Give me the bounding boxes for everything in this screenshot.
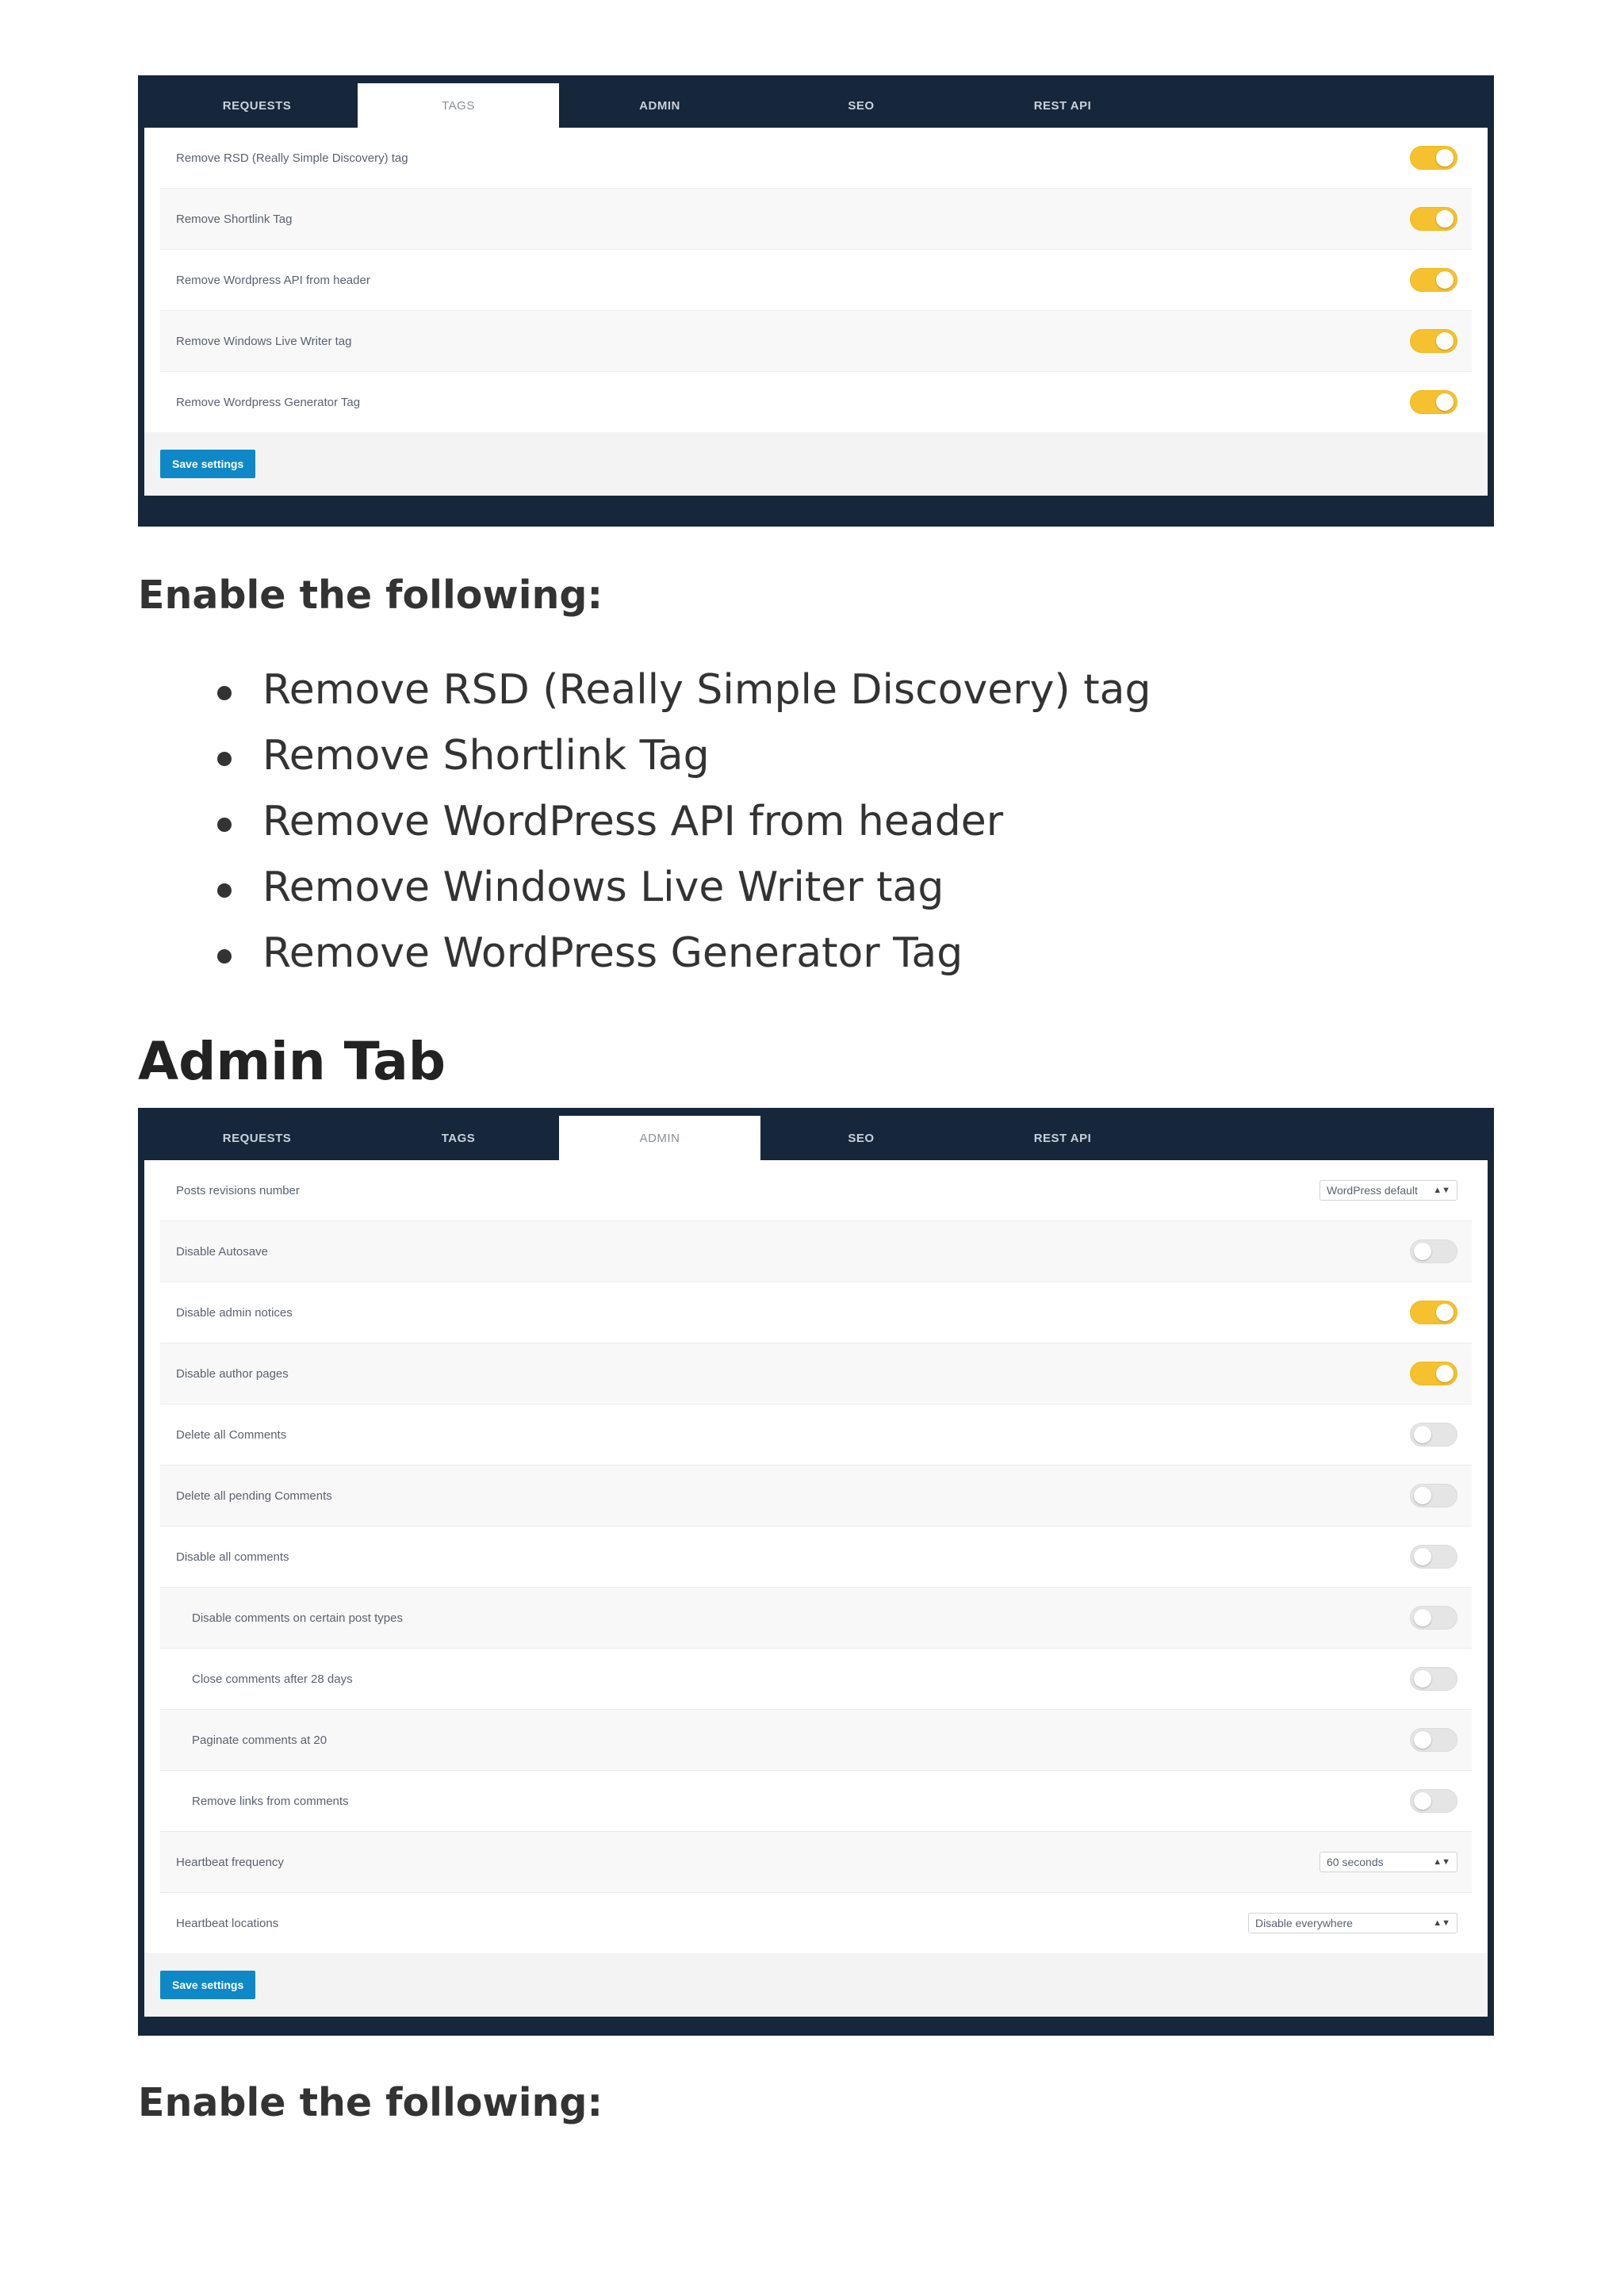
setting-label: Disable all comments	[176, 1550, 289, 1564]
select-value: WordPress default	[1327, 1184, 1418, 1197]
setting-label: Disable Autosave	[176, 1244, 268, 1259]
enable-heading: Enable the following:	[138, 573, 603, 618]
setting-row	[160, 1343, 1472, 1404]
setting-label: Heartbeat frequency	[176, 1855, 284, 1869]
setting-label: Remove Shortlink Tag	[176, 212, 293, 226]
setting-label: Disable author pages	[176, 1366, 289, 1381]
heartbeat-frequency-select[interactable]	[1320, 1852, 1457, 1872]
toggle-switch[interactable]	[1410, 1484, 1457, 1508]
setting-label: Remove RSD (Really Simple Discovery) tag	[176, 151, 408, 165]
setting-label: Paginate comments at 20	[192, 1733, 327, 1747]
section-title: Admin Tab	[138, 1031, 446, 1092]
panel-footer	[144, 1953, 1488, 2017]
revisions-select[interactable]	[1320, 1180, 1457, 1201]
setting-label: Disable admin notices	[176, 1305, 293, 1320]
setting-row	[160, 1527, 1472, 1588]
setting-label: Close comments after 28 days	[192, 1672, 353, 1686]
setting-label: Remove links from comments	[192, 1794, 349, 1808]
setting-row	[160, 311, 1472, 372]
tab-rest-api[interactable]: REST API	[1033, 1131, 1092, 1145]
select-value: Disable everywhere	[1255, 1917, 1353, 1929]
select-arrows-icon: ▲▼	[1433, 1186, 1450, 1195]
toggle-switch[interactable]	[1410, 1789, 1457, 1813]
save-settings-button[interactable]: Save settings	[160, 450, 255, 478]
toggle-switch[interactable]	[1410, 146, 1457, 170]
toggle-switch[interactable]	[1410, 390, 1457, 414]
setting-row	[160, 1160, 1472, 1221]
list-item: Remove RSD (Really Simple Discovery) tag	[262, 657, 1494, 723]
setting-label: Delete all Comments	[176, 1427, 287, 1442]
setting-row	[160, 1710, 1472, 1771]
toggle-switch[interactable]	[1410, 1301, 1457, 1324]
toggle-switch[interactable]	[1410, 1545, 1457, 1569]
setting-row	[160, 1832, 1472, 1893]
tab-tags[interactable]: TAGS	[358, 83, 559, 128]
list-item: Remove WordPress Generator Tag	[262, 921, 1494, 987]
setting-row	[160, 1771, 1472, 1832]
settings-list	[144, 1160, 1488, 1953]
setting-row	[160, 1588, 1472, 1649]
save-settings-button[interactable]: Save settings	[160, 1971, 255, 1999]
setting-row	[160, 1649, 1472, 1710]
setting-row	[160, 128, 1472, 189]
tab-seo[interactable]: SEO	[848, 1131, 875, 1145]
toggle-switch[interactable]	[1410, 207, 1457, 231]
setting-label: Delete all pending Comments	[176, 1488, 332, 1503]
tab-bar	[144, 75, 1488, 128]
toggle-switch[interactable]	[1410, 1239, 1457, 1263]
setting-label: Disable comments on certain post types	[192, 1611, 403, 1625]
setting-row	[160, 372, 1472, 432]
article-content	[138, 75, 1494, 2125]
list-item: Remove Windows Live Writer tag	[262, 855, 1494, 921]
tab-requests[interactable]: REQUESTS	[222, 1131, 292, 1145]
tab-tags[interactable]: TAGS	[441, 1131, 476, 1145]
tab-seo[interactable]: SEO	[848, 98, 875, 113]
tab-bar	[144, 1108, 1488, 1160]
tags-settings-panel	[138, 75, 1494, 527]
toggle-switch[interactable]	[1410, 1667, 1457, 1691]
setting-row	[160, 189, 1472, 250]
setting-row	[160, 1893, 1472, 1953]
select-arrows-icon: ▲▼	[1433, 1857, 1450, 1867]
enable-list	[138, 657, 1494, 987]
toggle-switch[interactable]	[1410, 1362, 1457, 1385]
setting-label: Remove Wordpress Generator Tag	[176, 395, 361, 409]
tab-admin[interactable]: ADMIN	[639, 98, 680, 113]
toggle-switch[interactable]	[1410, 1423, 1457, 1446]
toggle-switch[interactable]	[1410, 329, 1457, 353]
tab-requests[interactable]: REQUESTS	[222, 98, 292, 113]
setting-row	[160, 1404, 1472, 1466]
setting-row	[160, 1221, 1472, 1282]
tab-rest-api[interactable]: REST API	[1033, 98, 1092, 113]
select-arrows-icon: ▲▼	[1433, 1918, 1450, 1928]
list-item: Remove Shortlink Tag	[262, 723, 1494, 789]
tab-admin[interactable]: ADMIN	[559, 1116, 760, 1160]
setting-label: Remove Windows Live Writer tag	[176, 334, 352, 348]
setting-label: Posts revisions number	[176, 1183, 300, 1197]
settings-list	[144, 128, 1488, 432]
list-item: Remove WordPress API from header	[262, 789, 1494, 855]
setting-row	[160, 1466, 1472, 1527]
heartbeat-locations-select[interactable]	[1248, 1913, 1457, 1933]
setting-row	[160, 1282, 1472, 1343]
setting-label: Remove Wordpress API from header	[176, 273, 370, 287]
enable-heading: Enable the following:	[138, 2080, 603, 2125]
toggle-switch[interactable]	[1410, 1606, 1457, 1630]
toggle-switch[interactable]	[1410, 1728, 1457, 1752]
setting-label: Heartbeat locations	[176, 1916, 279, 1930]
toggle-switch[interactable]	[1410, 268, 1457, 292]
setting-row	[160, 250, 1472, 311]
admin-settings-panel	[138, 1108, 1494, 2036]
select-value: 60 seconds	[1327, 1856, 1384, 1868]
panel-footer	[144, 432, 1488, 496]
